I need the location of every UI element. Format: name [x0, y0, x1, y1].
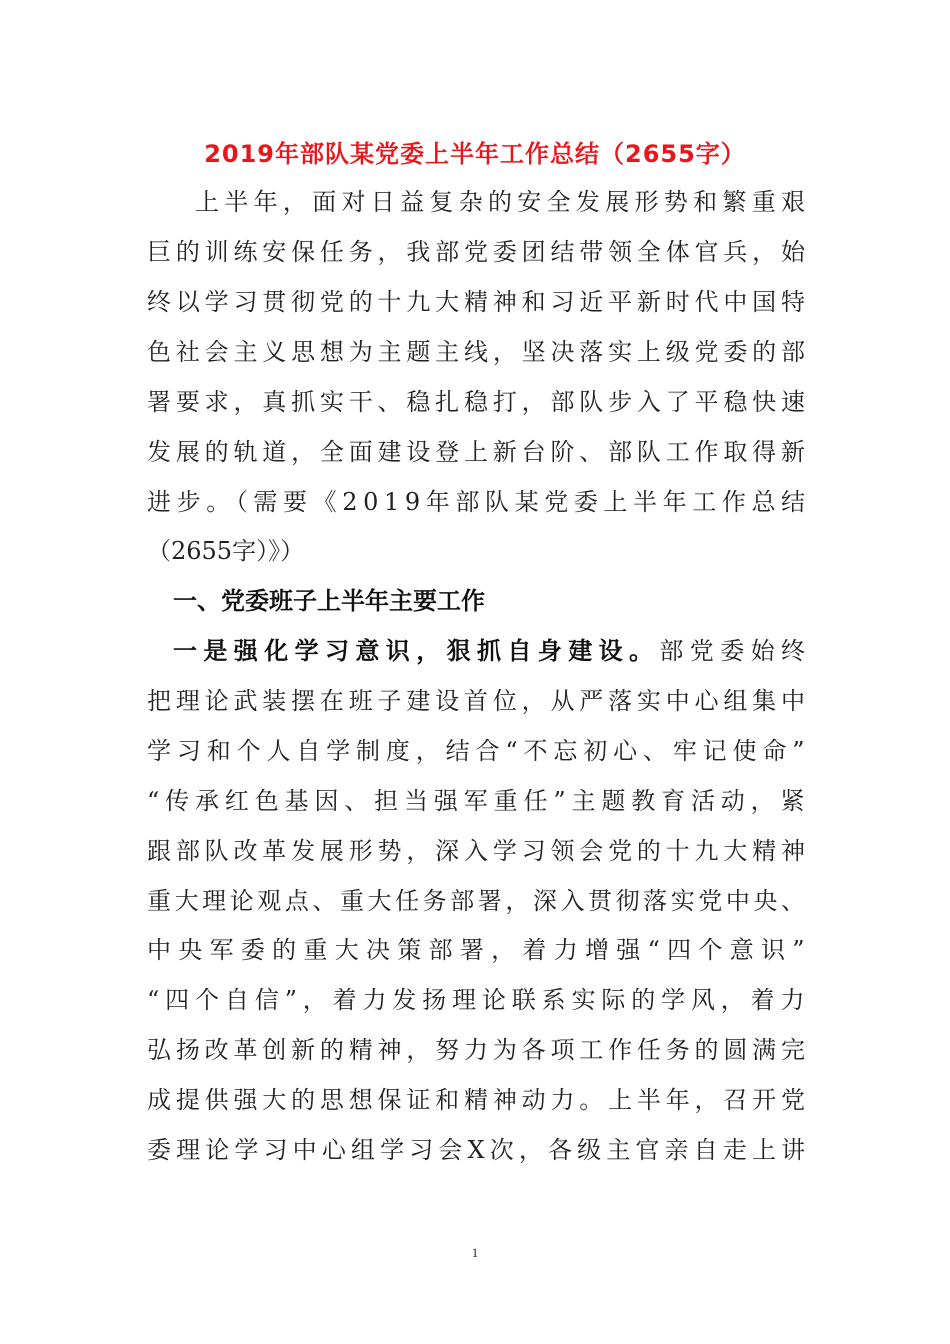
paragraph-line — [173, 631, 811, 671]
paragraph-line: 成提供强大的思想保证和精神动力。上半年，召开党 — [147, 1086, 810, 1114]
paragraph-line: 进步。（需要《2019年部队某党委上半年工作总结 — [147, 488, 811, 516]
paragraph-line: “传承红色基因、担当强军重任”主题教育活动，紧 — [147, 787, 811, 815]
paragraph-lead-bold: 一是强化学习意识，狠抓自身建设。 — [173, 637, 660, 665]
paragraph-line: 把理论武装摆在班子建设首位，从严落实中心组集中 — [147, 687, 810, 715]
paragraph-line: 跟部队改革发展形势，深入学习领会党的十九大精神 — [147, 837, 810, 865]
paragraph-line: 巨的训练安保任务，我部党委团结带领全体官兵，始 — [147, 238, 810, 266]
section-heading-text: 一、党委班子上半年主要工作 — [173, 587, 485, 615]
page-number: 1 — [471, 1245, 479, 1260]
paragraph-line: 委理论学习中心组学习会X次，各级主官亲自走上讲 — [147, 1136, 811, 1164]
paragraph-line: 发展的轨道，全面建设登上新台阶、部队工作取得新 — [147, 438, 810, 466]
paragraph-line: 上半年，面对日益复杂的安全发展形势和繁重艰 — [195, 188, 811, 216]
paragraph-line: （2655字）》） — [147, 537, 305, 565]
paragraph-line: 署要求，真抓实干、稳扎稳打，部队步入了平稳快速 — [147, 388, 810, 416]
section-heading — [173, 581, 485, 621]
paragraph-line: 终以学习贯彻党的十九大精神和习近平新时代中国特 — [147, 288, 810, 316]
paragraph-line: 弘扬改革创新的精神，努力为各项工作任务的圆满完 — [147, 1036, 810, 1064]
document-title: 2019年部队某党委上半年工作总结（2655字） — [204, 140, 746, 168]
paragraph-line: 重大理论观点、重大任务部署，深入贯彻落实党中央、 — [147, 887, 809, 915]
paragraph-line: 学习和个人自学制度，结合“不忘初心、牢记使命” — [147, 737, 811, 765]
paragraph-line: 色社会主义思想为主题主线，坚决落实上级党委的部 — [147, 338, 810, 366]
paragraph-line: “四个自信”，着力发扬理论联系实际的学风，着力 — [147, 986, 811, 1014]
paragraph-lead-text: 部党委始终 — [659, 637, 812, 665]
paragraph-line: 中央军委的重大决策部署，着力增强“四个意识” — [147, 936, 812, 964]
